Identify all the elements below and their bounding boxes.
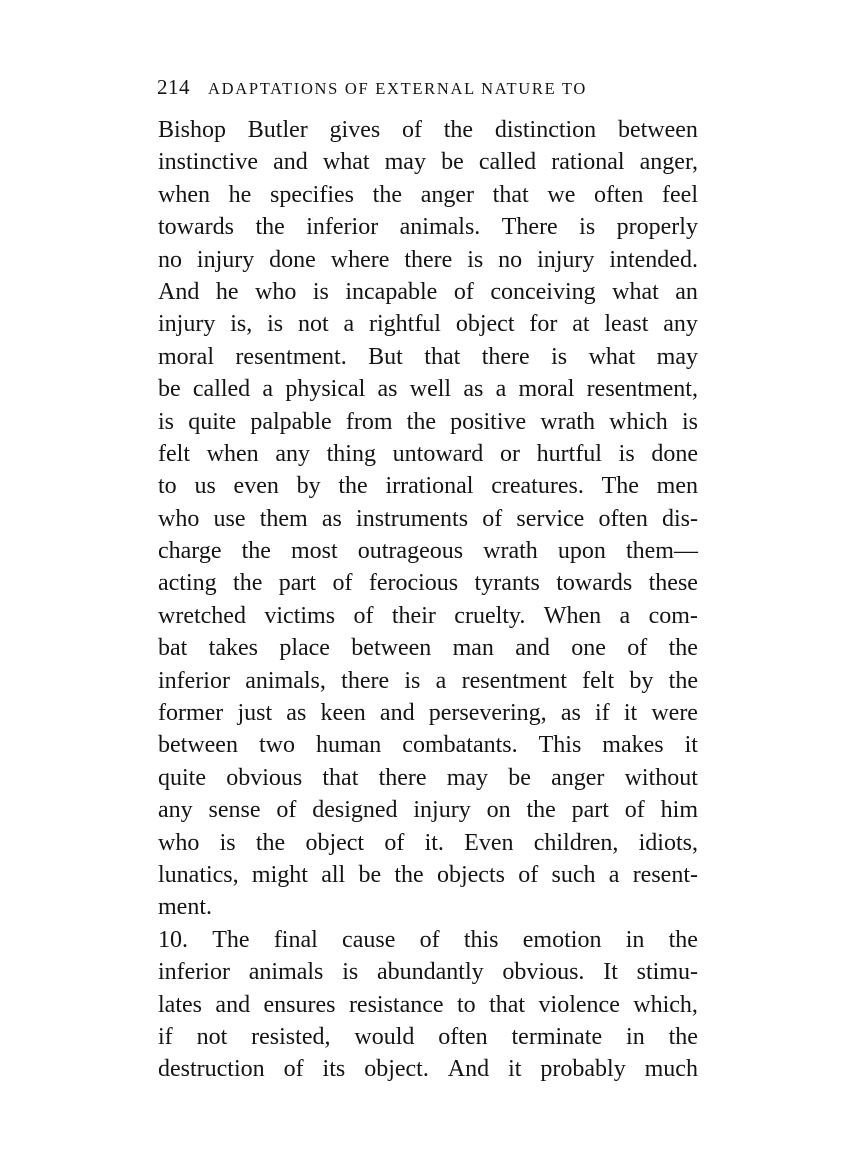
text-line: be called a physical as well as a moral resentment, [158,376,698,403]
text-line: any sense of designed injury on the part of him [158,797,698,824]
text-line: bat takes place between man and one of the [158,635,698,662]
text-line: inferior animals is abundantly obvious. It stimu- [158,959,698,986]
text-line: former just as keen and persevering, as if it were [158,700,698,727]
text-line: between two human combatants. This makes it [158,732,698,759]
text-line: And he who is incapable of conceiving what an [158,278,698,305]
text-line: quite obvious that there may be anger without [158,764,698,791]
text-line: destruction of its object. And it probably much [158,1056,698,1083]
text-line: lunatics, might all be the objects of such a resent- [158,861,698,888]
text-line: charge the most outrageous wrath upon them— [158,538,698,565]
text-line: moral resentment. But that there is what may [158,343,698,370]
text-line: towards the inferior animals. There is properly [158,214,698,241]
text-line: acting the part of ferocious tyrants towards these [158,570,698,597]
text-line: 10. The final cause of this emotion in the [158,926,698,953]
text-line: inferior animals, there is a resentment felt by the [158,667,698,694]
text-line: is quite palpable from the positive wrath which is [158,408,698,435]
page-number: 214 [157,75,190,99]
text-line: felt when any thing untoward or hurtful is done [158,440,698,467]
text-line: to us even by the irrational creatures. The men [158,473,698,500]
running-head [157,72,702,102]
text-line: lates and ensures resistance to that violence which, [158,991,698,1018]
text-line: when he specifies the anger that we often feel [158,181,698,208]
text-line: who is the object of it. Even children, idiots, [158,829,698,856]
running-title: ADAPTATIONS OF EXTERNAL NATURE TO [208,79,587,98]
text-line: no injury done where there is no injury intended. [158,246,698,273]
text-line: who use them as instruments of service often dis- [158,505,698,532]
body-text [158,114,698,1086]
text-line: wretched victims of their cruelty. When a com- [158,602,698,629]
text-line: if not resisted, would often terminate in the [158,1023,698,1050]
text-line: instinctive and what may be called rational anger, [158,149,698,176]
text-line: injury is, is not a rightful object for at least any [158,311,698,338]
text-line: Bishop Butler gives of the distinction between [158,117,698,143]
text-line: ment. [158,894,212,921]
